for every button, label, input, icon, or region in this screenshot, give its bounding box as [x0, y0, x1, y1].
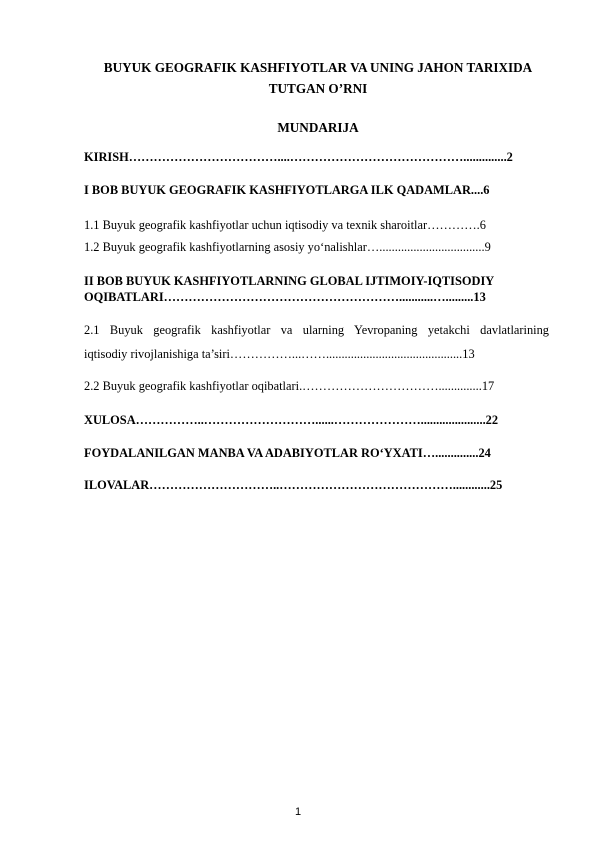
toc-entry-chapter-2-line-2: OQIBATLARI…………………………………………………...........….........13: [84, 290, 486, 304]
contents-heading: MUNDARIJA: [277, 120, 359, 135]
toc-entry-ilovalar: ILOVALAR…………………………..……………………………………............25: [84, 478, 503, 492]
toc-entry-kirish: KIRISH………………………………....……………………………………..............2: [84, 150, 513, 164]
toc-entry-section-2-1-line-2: iqtisodiy rivojlanishiga ta’siri……………...……............................................13: [84, 347, 475, 361]
document-title-line-1: BUYUK GEOGRAFIK KASHFIYOTLAR VA UNING JAHON TARIXIDA: [103, 60, 533, 75]
toc-entry-xulosa: XULOSA……………..………………………......………………….....................22: [84, 413, 499, 427]
toc-entry-section-2-1-line-1: 2.1 Buyuk geografik kashfiyotlar va ularning Yevropaning yetakchi davlatlarining: [84, 323, 549, 337]
page-number: 1: [294, 806, 302, 818]
toc-entry-bibliography: FOYDALANILGAN MANBA VA ADABIYOTLAR RO‘YXATI…..............24: [84, 446, 491, 460]
toc-entry-chapter-1: I BOB BUYUK GEOGRAFIK KASHFIYOTLARGA ILK QADAMLAR....6: [84, 183, 490, 197]
toc-entry-chapter-2-line-1: II BOB BUYUK KASHFIYOTLARNING GLOBAL IJTIMOIY-IQTISODIY: [84, 274, 495, 288]
toc-entry-section-2-2: 2.2 Buyuk geografik kashfiyotlar oqibatlari.……………………………..............17: [84, 379, 495, 393]
document-title-line-2: TUTGAN O’RNI: [268, 81, 368, 96]
toc-entry-section-1-2: 1.2 Buyuk geografik kashfiyotlarning asosiy yo‘nalishlar…..................................9: [84, 240, 491, 254]
toc-entry-section-1-1: 1.1 Buyuk geografik kashfiyotlar uchun iqtisodiy va texnik sharoitlar………….6: [84, 218, 486, 232]
